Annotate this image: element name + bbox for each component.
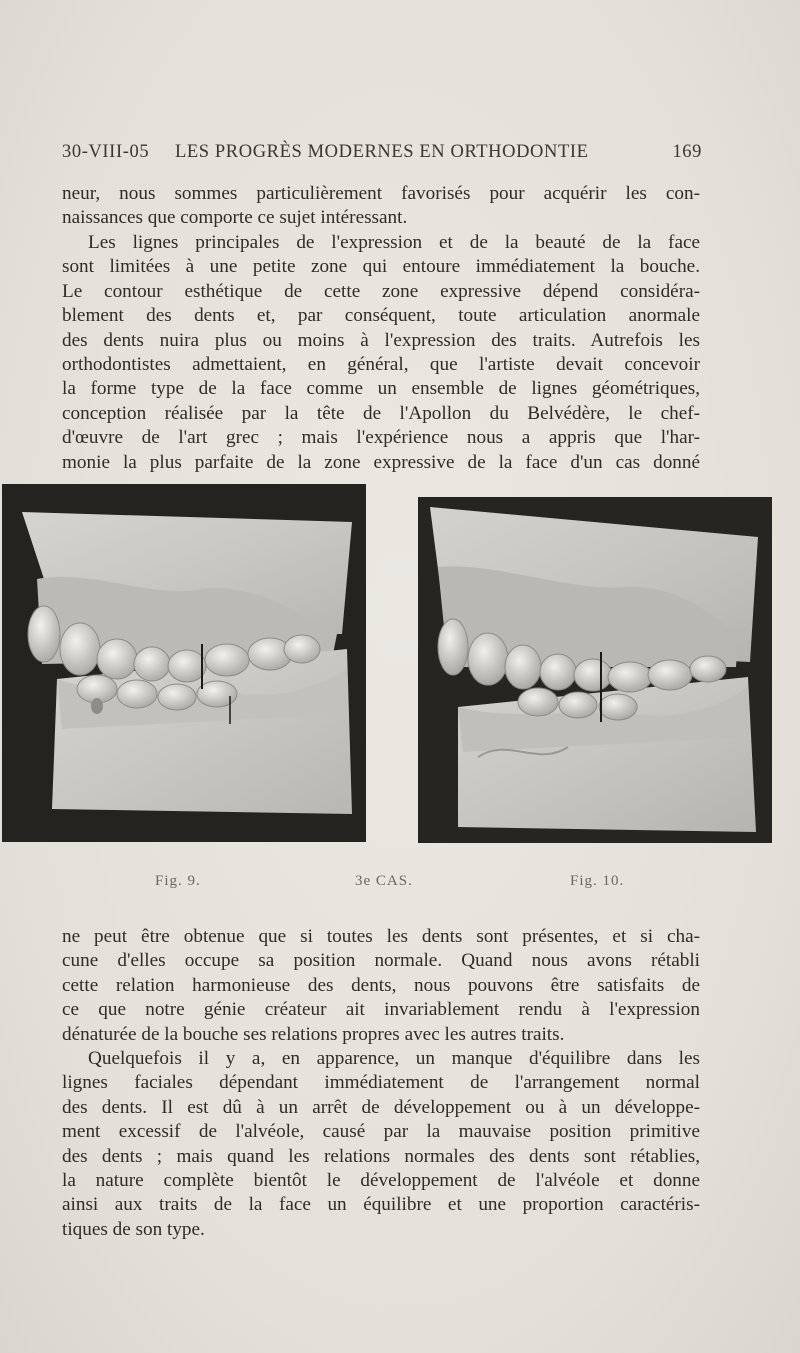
paragraph-expression xyxy=(62,231,700,475)
header-title: LES PROGRÈS MODERNES EN ORTHODONTIE xyxy=(175,142,589,162)
text-line: ce que notre génie créateur ait invariablement rendu à l'expression xyxy=(62,999,700,1021)
text-line: des dents nuira plus ou moins à l'expression des traits. Autrefois les xyxy=(62,329,700,351)
paragraph-harmony xyxy=(62,925,700,1047)
text-line: d'œuvre de l'art grec ; mais l'expérience nous a appris que l'har- xyxy=(62,427,700,449)
text-line: orthodontistes admettaient, en général, que l'artiste devait concevoir xyxy=(62,353,700,375)
text-line: la nature complète bientôt le développement de l'alvéole et donne xyxy=(62,1169,700,1191)
text-line: Quelquefois il y a, en apparence, un manque d'équilibre dans les xyxy=(88,1048,700,1069)
paragraph-continuation xyxy=(62,182,700,231)
case-caption: 3e CAS. xyxy=(355,873,413,889)
text-line: ment excessif de l'alvéole, causé par la mauvaise position primitive xyxy=(62,1121,700,1143)
text-line: sont limitées à une petite zone qui entoure immédiatement la bouche. xyxy=(62,256,700,278)
figure-10-photo xyxy=(418,497,772,843)
text-line: monie la plus parfaite de la zone expressive de la face d'un cas donné xyxy=(62,451,700,473)
text-line: naissances que comporte ce sujet intéressant. xyxy=(62,207,408,229)
header-date: 30-VIII-05 xyxy=(62,142,150,162)
text-line: blement des dents et, par conséquent, toute articulation anormale xyxy=(62,305,700,327)
running-head xyxy=(62,142,702,170)
figure-10-caption: Fig. 10. xyxy=(570,873,625,889)
page-number: 169 xyxy=(672,142,702,162)
text-line: la forme type de la face comme un ensemble de lignes géométriques, xyxy=(62,378,700,400)
text-line: dénaturée de la bouche ses relations propres avec les autres traits. xyxy=(62,1023,565,1045)
text-line: ne peut être obtenue que si toutes les dents sont présentes, et si cha- xyxy=(62,926,700,947)
text-line: des dents. Il est dû à un arrêt de développement ou à un développe- xyxy=(62,1096,700,1118)
text-line: tiques de son type. xyxy=(62,1218,205,1240)
text-line: Le contour esthétique de cette zone expressive dépend considéra- xyxy=(62,280,700,302)
figure-9-caption: Fig. 9. xyxy=(155,873,201,889)
text-line: ainsi aux traits de la face un équilibre et une proportion caractéris- xyxy=(62,1194,700,1216)
text-line: cune d'elles occupe sa position normale. Quand nous avons rétabli xyxy=(62,950,700,972)
text-line: cette relation harmonieuse des dents, nous pouvons être satisfaits de xyxy=(62,974,700,996)
text-line: conception réalisée par la tête de l'Apollon du Belvédère, le chef- xyxy=(62,402,700,424)
figure-9-photo xyxy=(2,484,366,842)
dental-cast-left-image xyxy=(2,484,366,842)
dental-cast-right-image xyxy=(418,497,772,843)
text-line: neur, nous sommes particulièrement favorisés pour acquérir les con- xyxy=(62,183,700,204)
text-line: Les lignes principales de l'expression et de la beauté de la face xyxy=(88,232,700,253)
paragraph-equilibrium xyxy=(62,1047,700,1242)
text-line: des dents ; mais quand les relations normales des dents sont rétablies, xyxy=(62,1145,700,1167)
text-line: lignes faciales dépendant immédiatement de l'arrangement normal xyxy=(62,1072,700,1094)
